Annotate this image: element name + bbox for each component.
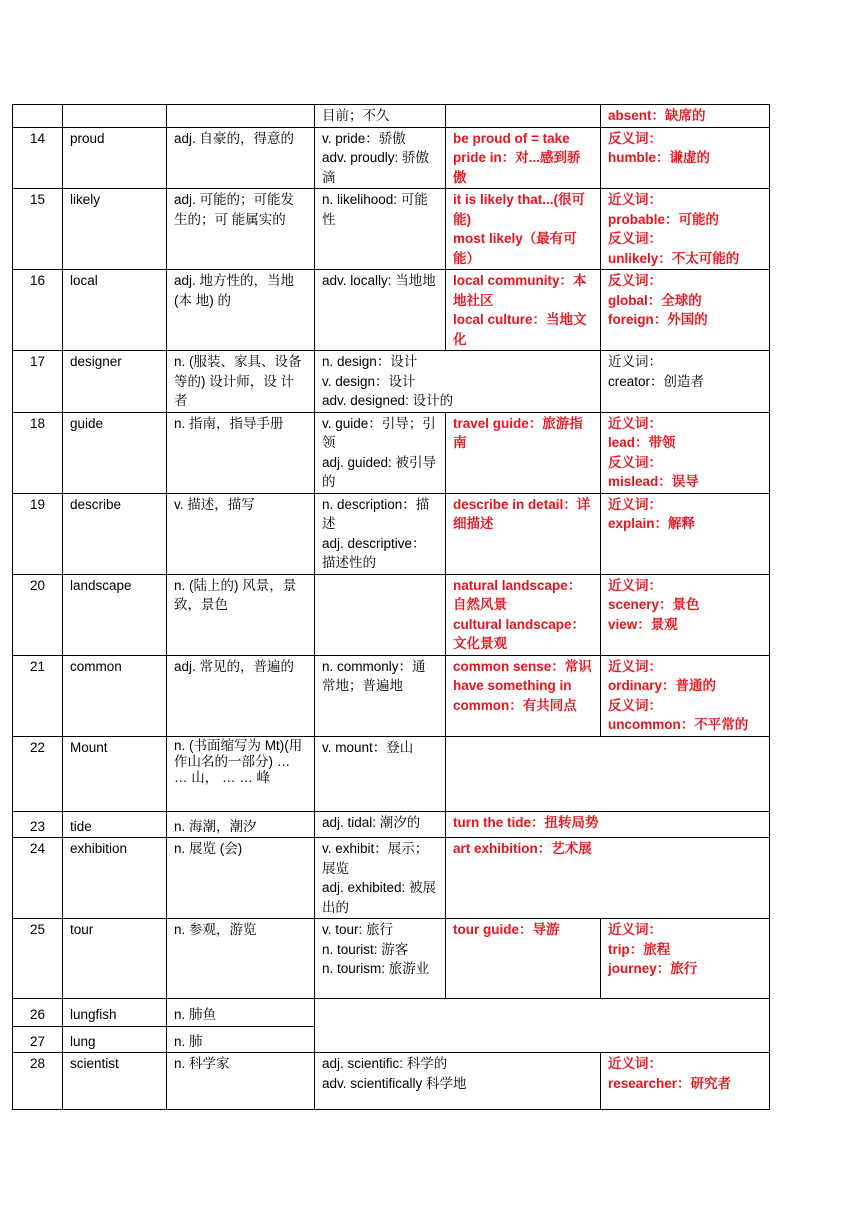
- derivatives-cell: v. exhibit：展示；展览 adj. exhibited: 被展出的: [315, 838, 446, 919]
- meaning-cell: n. (书面缩写为 Mt)(用 作山名的一部分) … … 山， … … 峰: [167, 736, 315, 811]
- derivatives-cell: n. commonly：通常地；普遍地: [315, 655, 446, 736]
- table-row: [13, 838, 770, 919]
- word-cell: likely: [63, 189, 167, 270]
- table-row: [13, 412, 770, 493]
- word-cell: common: [63, 655, 167, 736]
- meaning-cell: adj. 自豪的，得意的: [167, 127, 315, 189]
- table-row: [13, 127, 770, 189]
- word-cell: Mount: [63, 736, 167, 811]
- related-words-cell: 近义词： scenery：景色 view：景观: [601, 574, 770, 655]
- meaning-cell: v. 描述，描写: [167, 493, 315, 574]
- row-number: 17: [13, 351, 63, 413]
- derivatives-cell: v. mount：登山: [315, 736, 446, 811]
- row-number: 14: [13, 127, 63, 189]
- phrases-cell: common sense：常识 have something in common：有共同点: [446, 655, 601, 736]
- related-words-cell: 近义词： creator：创造者: [601, 351, 770, 413]
- related-words-cell: 近义词： lead：带领 反义词： mislead：误导: [601, 412, 770, 493]
- row-number: 24: [13, 838, 63, 919]
- table-row: [13, 105, 770, 128]
- derivatives-cell: v. pride：骄傲 adv. proudly: 骄傲滴: [315, 127, 446, 189]
- row-number: 15: [13, 189, 63, 270]
- table-row: [13, 1053, 770, 1110]
- phrases-cell: tour guide：导游: [446, 919, 601, 999]
- table-row: [13, 919, 770, 999]
- derivatives-cell: n. design：设计 v. design：设计 adv. designed: 设计的: [315, 351, 601, 413]
- derivatives-cell: [315, 574, 446, 655]
- meaning-cell: n. 展览 (会): [167, 838, 315, 919]
- table-row: [13, 999, 770, 1027]
- word-cell: describe: [63, 493, 167, 574]
- derivatives-cell: n. description：描述 adj. descriptive：描述性的: [315, 493, 446, 574]
- derivatives-cell: v. tour: 旅行 n. tourist: 游客 n. tourism: 旅游业: [315, 919, 446, 999]
- row-number: 27: [13, 1026, 63, 1053]
- phrases-cell: [446, 736, 770, 811]
- phrases-cell: travel guide：旅游指南: [446, 412, 601, 493]
- related-words-cell: 反义词： global：全球的 foreign：外国的: [601, 270, 770, 351]
- related-words-cell: 近义词： probable：可能的 反义词： unlikely：不太可能的: [601, 189, 770, 270]
- derivatives-cell: adj. scientific: 科学的 adv. scientifically 科学地: [315, 1053, 601, 1110]
- phrases-cell: turn the tide：扭转局势: [446, 811, 770, 838]
- phrases-cell: art exhibition：艺术展: [446, 838, 770, 919]
- row-number: [13, 105, 63, 128]
- phrases-cell: local community：本地社区 local culture：当地文化: [446, 270, 601, 351]
- derivatives-cell: adv. locally: 当地地: [315, 270, 446, 351]
- meaning-cell: n. 肺: [167, 1026, 315, 1053]
- word-cell: designer: [63, 351, 167, 413]
- meaning-cell: n. (服装、家具、设备 等的) 设计师，设 计者: [167, 351, 315, 413]
- meaning-cell: n. 指南，指导手册: [167, 412, 315, 493]
- word-cell: lungfish: [63, 999, 167, 1027]
- row-number: 26: [13, 999, 63, 1027]
- related-words-cell: absent：缺席的: [601, 105, 770, 128]
- phrases-cell: [446, 105, 601, 128]
- table-row: [13, 270, 770, 351]
- related-words-cell: 近义词： trip：旅程 journey：旅行: [601, 919, 770, 999]
- table-row: [13, 655, 770, 736]
- meaning-cell: n. (陆上的) 风景，景 致，景色: [167, 574, 315, 655]
- phrases-cell: it is likely that...(很可能) most likely（最有可能）: [446, 189, 601, 270]
- derivatives-cell: v. guide：引导；引领 adj. guided: 被引导的: [315, 412, 446, 493]
- word-cell: landscape: [63, 574, 167, 655]
- related-words-cell: 近义词： explain：解释: [601, 493, 770, 574]
- derivatives-cell: n. likelihood: 可能性: [315, 189, 446, 270]
- related-words-cell: 近义词： researcher：研究者: [601, 1053, 770, 1110]
- word-cell: guide: [63, 412, 167, 493]
- phrases-cell: describe in detail：详细描述: [446, 493, 601, 574]
- row-number: 28: [13, 1053, 63, 1110]
- word-cell: exhibition: [63, 838, 167, 919]
- table-row: [13, 736, 770, 811]
- derivatives-cell: adj. tidal: 潮汐的: [315, 811, 446, 838]
- table-row: [13, 493, 770, 574]
- table-row: [13, 574, 770, 655]
- word-cell: proud: [63, 127, 167, 189]
- meaning-cell: n. 海潮，潮汐: [167, 811, 315, 838]
- meaning-cell: adj. 地方性的，当地(本 地) 的: [167, 270, 315, 351]
- meaning-cell: n. 科学家: [167, 1053, 315, 1110]
- row-number: 25: [13, 919, 63, 999]
- row-number: 18: [13, 412, 63, 493]
- row-number: 23: [13, 811, 63, 838]
- table-row: [13, 189, 770, 270]
- row-number: 20: [13, 574, 63, 655]
- phrases-cell: be proud of = take pride in：对...感到骄傲: [446, 127, 601, 189]
- meaning-cell: adj. 可能的；可能发生的；可 能属实的: [167, 189, 315, 270]
- word-cell: lung: [63, 1026, 167, 1053]
- table-row: [13, 811, 770, 838]
- related-words-cell: 近义词： ordinary：普通的 反义词： uncommon：不平常的: [601, 655, 770, 736]
- word-cell: local: [63, 270, 167, 351]
- table-row: [13, 351, 770, 413]
- related-words-cell: 反义词： humble：谦虚的: [601, 127, 770, 189]
- word-cell: tide: [63, 811, 167, 838]
- meaning-cell: [167, 105, 315, 128]
- row-number: 19: [13, 493, 63, 574]
- word-cell: tour: [63, 919, 167, 999]
- word-cell: [63, 105, 167, 128]
- meaning-cell: n. 肺鱼: [167, 999, 315, 1027]
- row-number: 21: [13, 655, 63, 736]
- vocabulary-table: [12, 104, 770, 1110]
- word-cell: scientist: [63, 1053, 167, 1110]
- phrases-cell: natural landscape：自然风景 cultural landscape：文化景观: [446, 574, 601, 655]
- meaning-cell: n. 参观，游览: [167, 919, 315, 999]
- derivatives-cell: 目前；不久: [315, 105, 446, 128]
- row-number: 16: [13, 270, 63, 351]
- meaning-cell: adj. 常见的，普遍的: [167, 655, 315, 736]
- empty-cell: [315, 999, 770, 1053]
- row-number: 22: [13, 736, 63, 811]
